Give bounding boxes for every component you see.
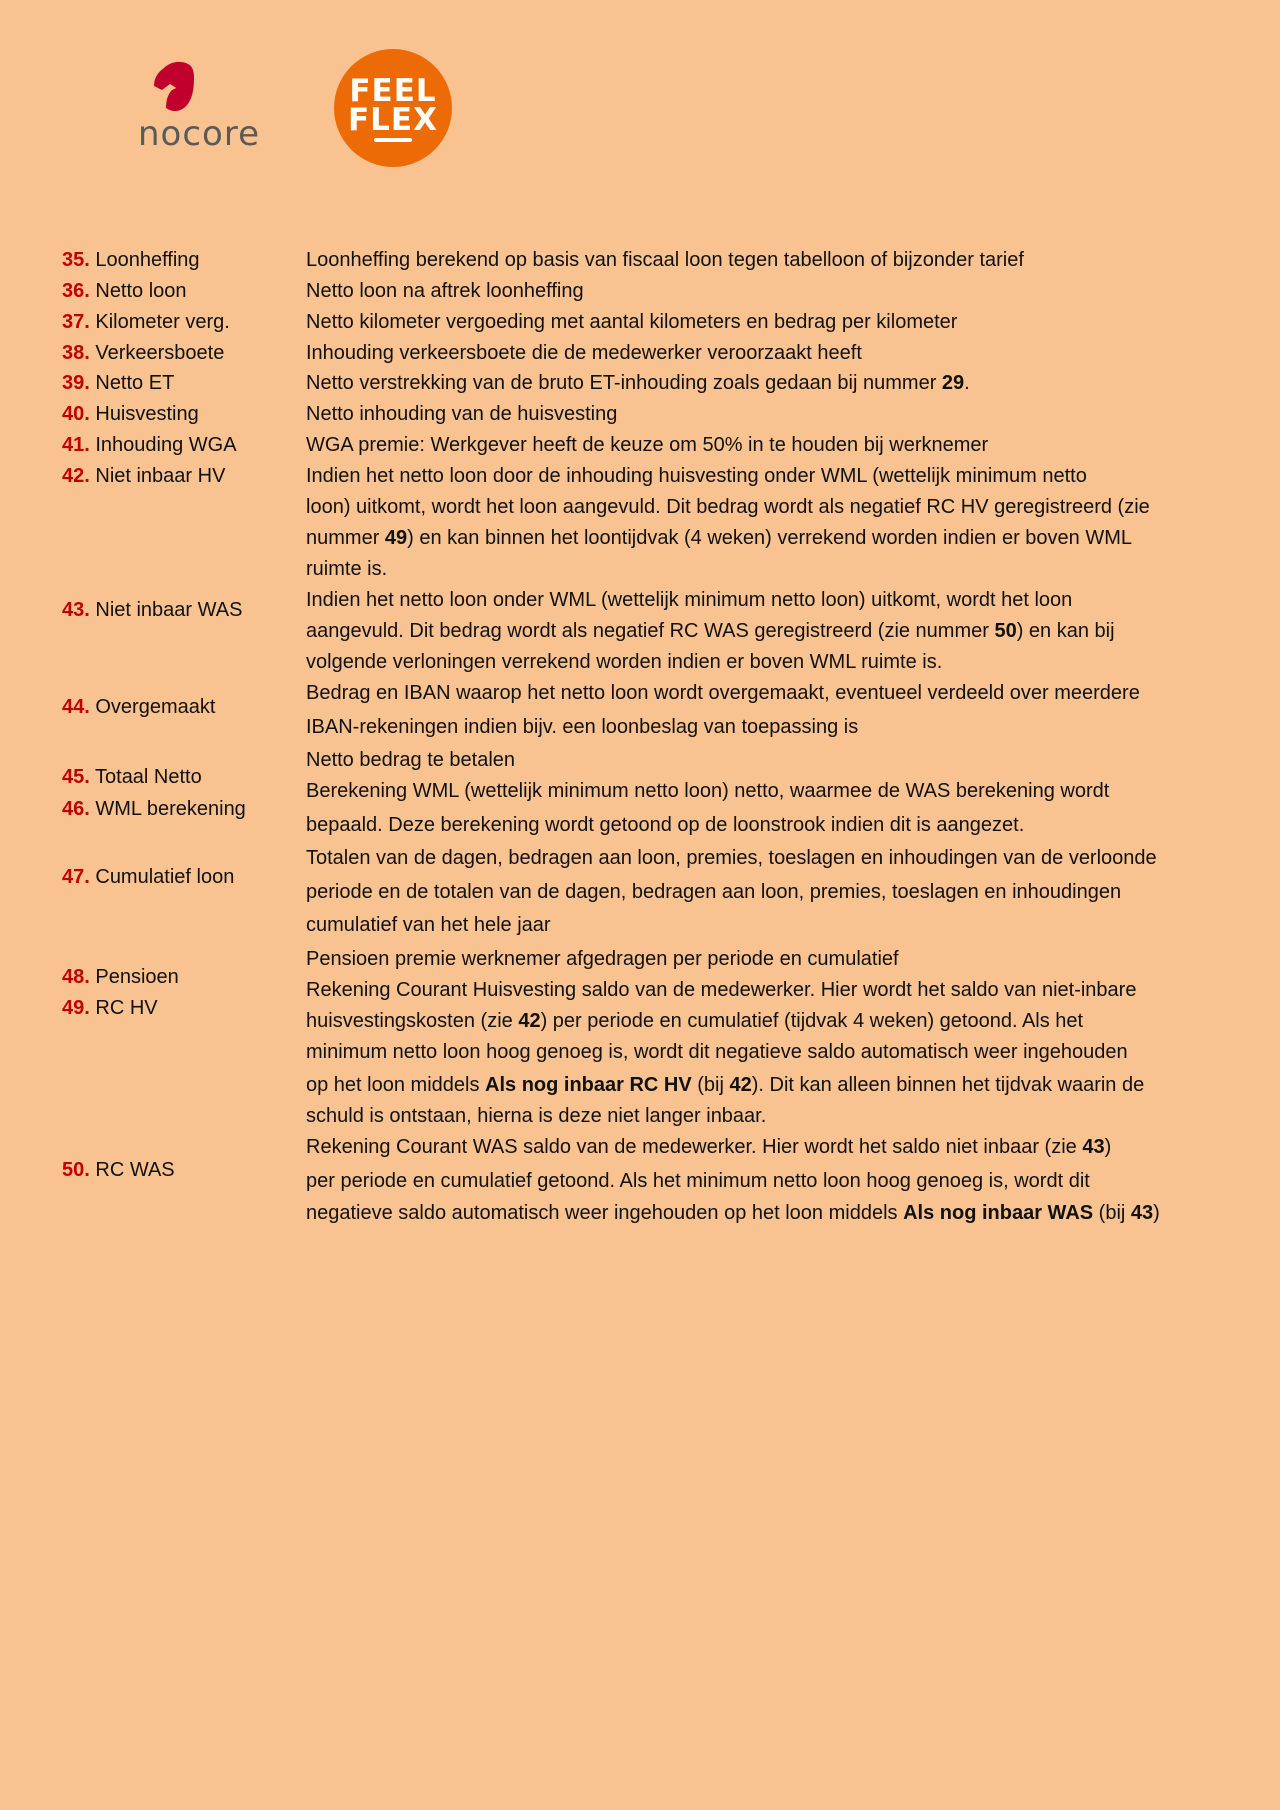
item-description-line — [306, 715, 858, 739]
item-number: 45. — [62, 766, 90, 788]
item-description-line — [306, 813, 1024, 837]
item-label — [62, 996, 158, 1020]
bold-reference: 29 — [941, 372, 965, 394]
item-label — [62, 598, 242, 622]
description-text: . — [964, 372, 970, 394]
item-label — [62, 865, 234, 889]
feelflex-line2: FLEX — [347, 102, 438, 138]
item-number: 46. — [62, 798, 90, 820]
item-title: Verkeersboete — [89, 342, 225, 364]
description-text: schuld is ontstaan, hierna is deze niet langer inbaar. — [306, 1105, 767, 1127]
item-description-line — [306, 279, 584, 303]
item-description-line — [306, 464, 1087, 488]
item-number: 50. — [62, 1159, 90, 1181]
feelflex-logo — [334, 49, 452, 167]
item-description-line — [306, 495, 1150, 519]
description-text: (bij — [1093, 1202, 1131, 1224]
item-description-line — [306, 1009, 1083, 1033]
item-description-line — [306, 947, 899, 971]
item-number: 47. — [62, 866, 90, 888]
description-text: Rekening Courant Huisvesting saldo van de medewerker. Hier wordt het saldo van niet-inbare — [306, 979, 1137, 1001]
item-label — [62, 464, 225, 488]
item-label — [62, 310, 230, 334]
description-text: Indien het netto loon onder WML (wettelijk minimum netto loon) uitkomt, wordt het loon — [306, 589, 1073, 611]
item-title: Loonheffing — [89, 249, 200, 271]
bold-reference: Als nog inbaar WAS — [903, 1202, 1094, 1224]
svg-text:nocore: nocore — [138, 114, 260, 150]
item-number: 49. — [62, 997, 90, 1019]
description-text: Rekening Courant WAS saldo van de medewerker. Hier wordt het saldo niet inbaar (zie — [306, 1136, 1083, 1158]
item-number: 41. — [62, 434, 90, 456]
item-description-line — [306, 1073, 1144, 1097]
item-label — [62, 433, 237, 457]
item-description-line — [306, 557, 387, 581]
description-text: cumulatief van het hele jaar — [306, 914, 551, 936]
item-title: Netto loon — [89, 280, 187, 302]
item-title: Pensioen — [89, 966, 179, 988]
description-text: ) en kan binnen het loontijdvak (4 weken) verrekend worden indien er boven WML — [407, 527, 1133, 549]
item-title: RC WAS — [89, 1159, 175, 1181]
description-text: ) — [1104, 1136, 1112, 1158]
item-title: Inhouding WGA — [89, 434, 237, 456]
description-text: Totalen van de dagen, bedragen aan loon, premies, toeslagen en inhoudingen van de verloonde — [306, 847, 1157, 869]
item-description-line — [306, 341, 862, 365]
description-text: huisvestingskosten (zie — [306, 1010, 519, 1032]
description-text: Netto kilometer vergoeding met aantal kilometers en bedrag per kilometer — [306, 311, 958, 333]
description-text: IBAN-rekeningen indien bijv. een loonbeslag van toepassing is — [306, 716, 859, 738]
item-description-line — [306, 1040, 1128, 1064]
item-description-line — [306, 619, 1115, 643]
item-description-line — [306, 681, 1140, 705]
description-text: WGA premie: Werkgever heeft de keuze om 50% in te houden bij werknemer — [306, 434, 989, 456]
bold-reference: 42 — [729, 1074, 752, 1096]
description-text: ) per periode en cumulatief (tijdvak 4 weken) getoond. Als het — [540, 1010, 1084, 1032]
item-number: 36. — [62, 280, 90, 302]
description-text: Netto bedrag te betalen — [306, 749, 516, 771]
bold-reference: 50 — [994, 620, 1017, 642]
item-description-line — [306, 588, 1072, 612]
description-text: Pensioen premie werknemer afgedragen per periode en cumulatief — [306, 948, 899, 970]
description-text: bepaald. Deze berekening wordt getoond op de loonstrook indien dit is aangezet. — [306, 814, 1025, 836]
description-text: Berekening WML (wettelijk minimum netto loon) netto, waarmee de WAS berekening wordt — [306, 780, 1110, 802]
item-title: Totaal Netto — [89, 766, 202, 788]
item-number: 48. — [62, 966, 90, 988]
bold-reference: 42 — [518, 1010, 541, 1032]
item-label — [62, 797, 246, 821]
bold-reference: 43 — [1130, 1202, 1154, 1224]
item-label — [62, 765, 202, 789]
description-text: ). Dit kan alleen binnen het tijdvak waarin de — [751, 1074, 1145, 1096]
item-description-line — [306, 913, 551, 937]
item-title: RC HV — [89, 997, 158, 1019]
description-text: ) — [1153, 1202, 1160, 1224]
description-text: Netto verstrekking van de bruto ET-inhouding zoals gedaan bij nummer — [306, 372, 942, 394]
item-title: Cumulatief loon — [89, 866, 235, 888]
item-description-line — [306, 846, 1157, 870]
item-number: 42. — [62, 465, 90, 487]
description-text: minimum netto loon hoog genoeg is, wordt dit negatieve saldo automatisch weer ingehouden — [306, 1041, 1128, 1063]
description-text: aangevuld. Dit bedrag wordt als negatief RC WAS geregistreerd (zie nummer — [306, 620, 995, 642]
item-number: 35. — [62, 249, 90, 271]
feelflex-line1: FEEL — [349, 73, 437, 109]
item-title: Overgemaakt — [89, 696, 216, 718]
description-text: Bedrag en IBAN waarop het netto loon wordt overgemaakt, eventueel verdeeld over meerdere — [306, 682, 1140, 704]
description-text: loon) uitkomt, wordt het loon aangevuld. Dit bedrag wordt als negatief RC HV geregistreerd (zie — [306, 496, 1150, 518]
item-label — [62, 248, 200, 272]
bold-reference: Als nog inbaar RC HV — [485, 1074, 692, 1096]
item-label — [62, 1158, 175, 1182]
item-description-line — [306, 1104, 766, 1128]
description-text: negatieve saldo automatisch weer ingehouden op het loon middels — [306, 1202, 904, 1224]
description-text: ) en kan bij — [1016, 620, 1115, 642]
item-number: 37. — [62, 311, 90, 333]
item-description-line — [306, 402, 617, 426]
item-label — [62, 279, 187, 303]
description-text: op het loon middels — [306, 1074, 486, 1096]
item-description-line — [306, 748, 515, 772]
description-text: periode en de totalen van de dagen, bedragen aan loon, premies, toeslagen en inhoudingen — [306, 881, 1122, 903]
description-text: Indien het netto loon door de inhouding huisvesting onder WML (wettelijk minimum netto — [306, 465, 1087, 487]
item-title: Niet inbaar WAS — [89, 599, 243, 621]
item-description-line — [306, 650, 942, 674]
item-description-line — [306, 978, 1136, 1002]
description-text: nummer — [306, 527, 385, 549]
feelflex-underline — [374, 138, 412, 142]
item-label — [62, 371, 174, 395]
description-text: Netto loon na aftrek loonheffing — [306, 280, 584, 302]
item-description-line — [306, 1201, 1160, 1225]
nocore-mark-icon — [136, 60, 290, 150]
item-description-line — [306, 779, 1109, 803]
item-description-line — [306, 371, 970, 395]
bold-reference: 49 — [384, 527, 408, 549]
item-description-line — [306, 248, 1024, 272]
item-label — [62, 402, 199, 426]
item-number: 43. — [62, 599, 90, 621]
item-description-line — [306, 880, 1121, 904]
bold-reference: 43 — [1082, 1136, 1105, 1158]
nocore-logo — [136, 60, 290, 150]
item-number: 44. — [62, 696, 90, 718]
description-text: Loonheffing berekend op basis van fiscaal loon tegen tabelloon of bijzonder tarief — [306, 249, 1024, 271]
item-label — [62, 341, 224, 365]
item-number: 38. — [62, 342, 90, 364]
description-text: (bij — [691, 1074, 730, 1096]
description-text: ruimte is. — [306, 558, 388, 580]
item-description-line — [306, 433, 988, 457]
item-description-line — [306, 526, 1132, 550]
item-description-line — [306, 1135, 1111, 1159]
item-description-line — [306, 1169, 1090, 1193]
description-text: Inhouding verkeersboete die de medewerker veroorzaakt heeft — [306, 342, 862, 364]
description-text: per periode en cumulatief getoond. Als het minimum netto loon hoog genoeg is, wordt dit — [306, 1170, 1090, 1192]
item-label — [62, 965, 179, 989]
item-title: WML berekening — [89, 798, 246, 820]
item-title: Huisvesting — [89, 403, 199, 425]
item-number: 40. — [62, 403, 90, 425]
item-label — [62, 695, 215, 719]
item-title: Kilometer verg. — [89, 311, 230, 333]
description-text: volgende verloningen verrekend worden indien er boven WML ruimte is. — [306, 651, 943, 673]
description-text: Netto inhouding van de huisvesting — [306, 403, 618, 425]
item-number: 39. — [62, 372, 90, 394]
item-description-line — [306, 310, 957, 334]
item-title: Niet inbaar HV — [89, 465, 226, 487]
item-title: Netto ET — [89, 372, 175, 394]
